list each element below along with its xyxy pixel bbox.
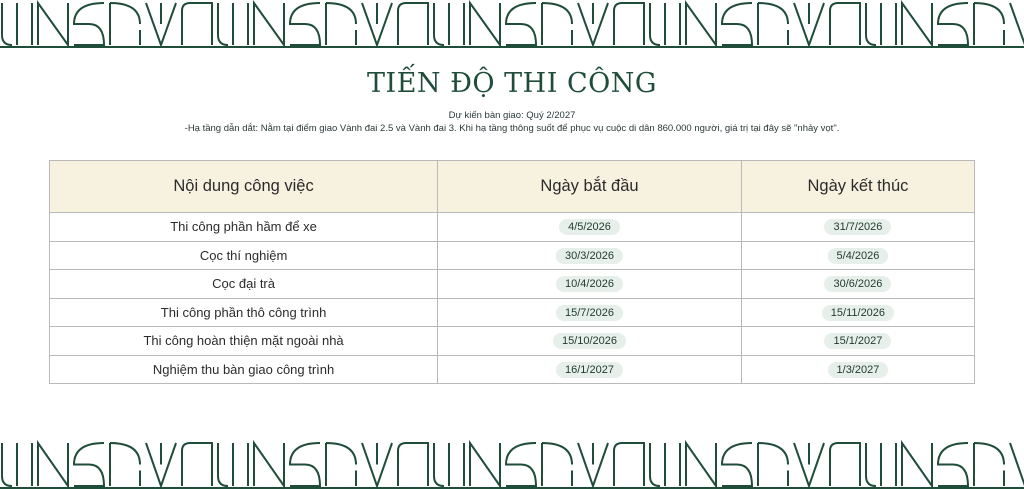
header-start-date: Ngày bắt đầu bbox=[438, 161, 742, 213]
task-cell: Thi công phần hầm để xe bbox=[50, 213, 438, 242]
header-task: Nội dung công việc bbox=[50, 161, 438, 213]
pattern-svg-bottom bbox=[0, 440, 1024, 489]
handover-subtitle: Dự kiến bàn giao: Quý 2/2027 bbox=[448, 110, 576, 121]
pattern-svg-top bbox=[0, 0, 1024, 48]
table-row bbox=[50, 241, 975, 270]
start-date-badge: 15/10/2026 bbox=[553, 333, 626, 349]
start-date-badge: 4/5/2026 bbox=[559, 219, 620, 235]
end-date-badge: 30/6/2026 bbox=[824, 276, 891, 292]
header-end-date: Ngày kết thúc bbox=[741, 161, 974, 213]
start-date-badge: 30/3/2026 bbox=[556, 248, 623, 264]
end-date-badge: 15/1/2027 bbox=[824, 333, 891, 349]
table-row bbox=[50, 270, 975, 299]
end-date-badge: 31/7/2026 bbox=[824, 219, 891, 235]
start-date-badge: 10/4/2026 bbox=[556, 276, 623, 292]
task-cell: Thi công hoàn thiện mặt ngoài nhà bbox=[50, 327, 438, 356]
start-date-badge: 15/7/2026 bbox=[556, 305, 623, 321]
end-date-badge: 5/4/2026 bbox=[828, 248, 889, 264]
task-cell: Cọc thí nghiệm bbox=[50, 241, 438, 270]
table-row bbox=[50, 213, 975, 242]
decorative-pattern-bottom bbox=[0, 440, 1024, 489]
task-cell: Cọc đại trà bbox=[50, 270, 438, 299]
task-cell: Thi công phần thô công trình bbox=[50, 298, 438, 327]
table-header-row bbox=[50, 161, 975, 213]
task-cell: Nghiệm thu bàn giao công trình bbox=[50, 355, 438, 384]
infrastructure-note: -Hạ tầng dẫn dắt: Nằm tại điểm giao Vành đai 2.5 và Vành đai 3. Khi hạ tầng thông suốt để phục vụ cuộc di dân 860.000 người, giá trị tại đây sẽ "nhảy vọt". bbox=[184, 123, 840, 134]
decorative-pattern-top bbox=[0, 0, 1024, 48]
table-row bbox=[50, 355, 975, 384]
page-title: TIẾN ĐỘ THI CÔNG bbox=[367, 68, 657, 99]
schedule-table bbox=[49, 160, 975, 384]
end-date-badge: 1/3/2027 bbox=[828, 362, 889, 378]
table-row bbox=[50, 327, 975, 356]
table-row bbox=[50, 298, 975, 327]
end-date-badge: 15/11/2026 bbox=[822, 305, 894, 321]
start-date-badge: 16/1/2027 bbox=[556, 362, 623, 378]
